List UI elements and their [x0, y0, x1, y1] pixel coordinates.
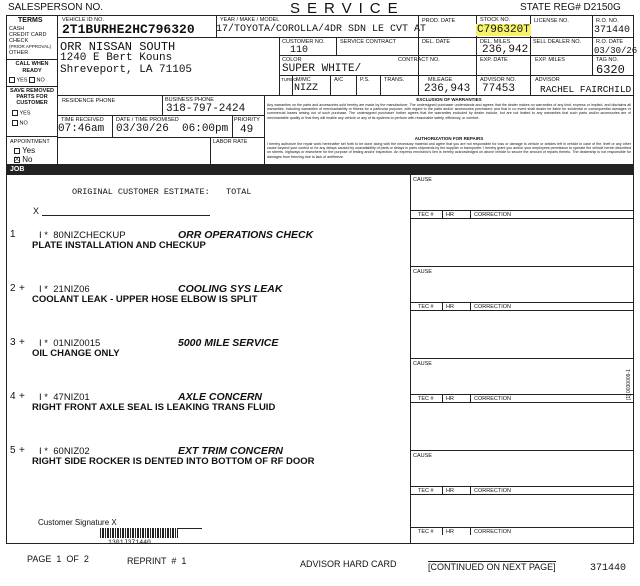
ro-date-value: 03/30/26 [594, 46, 638, 56]
job-line-title: 5000 MILE SERVICE [178, 337, 279, 349]
job-bar [6, 165, 634, 174]
call-when-ready-label: CALL WHEN READY [15, 61, 49, 74]
del-miles-value: 236,942 [482, 44, 529, 56]
terms-rule [6, 136, 58, 137]
appointment-yes-label: Yes [22, 146, 36, 155]
job-line-description: RIGHT FRONT AXLE SEAL IS LEAKING TRANS FLUID [32, 402, 276, 413]
tec-hr-rule [442, 210, 443, 218]
cause-block-rule [410, 266, 634, 267]
exp-miles-label: EXP. MILES [535, 57, 565, 63]
correction-label: CORRECTION [474, 212, 511, 218]
job-line-opcode: I * 80NIZCHECKUP [39, 230, 126, 241]
continued-label: [CONTINUED ON NEXT PAGE] [428, 562, 556, 572]
job-line-title: AXLE CONCERN [178, 391, 263, 403]
dealer-name: ORR NISSAN SOUTH [60, 40, 176, 54]
cause-block-rule [410, 358, 634, 359]
tec-hr-rule [442, 302, 443, 310]
priority-value: 49 [240, 124, 254, 136]
save-no-label: NO [19, 120, 28, 127]
correction-row-rule [410, 394, 634, 395]
estimate-label: ORIGINAL CUSTOMER ESTIMATE: [72, 187, 210, 197]
mileage-label: MILEAGE [428, 77, 453, 83]
correction-row-rule [410, 210, 634, 211]
ymm-label: YEAR / MAKE / MODEL [220, 17, 280, 23]
row-rule [58, 115, 264, 116]
mileage-value: 236,943 [424, 83, 471, 95]
call-options [9, 77, 45, 83]
license-label: LICENSE NO. [534, 18, 569, 24]
tec-hr-rule [442, 394, 443, 402]
dealer-address2: Shreveport, LA 71105 [60, 64, 193, 76]
col-rule [530, 37, 531, 95]
job-line-plus: + [19, 391, 25, 402]
cause-label: CAUSE [413, 453, 432, 459]
customer-no-label: CUSTOMER NO. [282, 39, 325, 45]
save-yes-label: YES [19, 110, 31, 117]
save-yes-checkbox[interactable] [12, 110, 18, 116]
del-miles-label: DEL. MILES [480, 39, 511, 45]
advisor-value: RACHEL FAIRCHILD [540, 84, 632, 95]
tec-label: TEC # [418, 396, 434, 402]
cause-label: CAUSE [413, 177, 432, 183]
bus-phone-value: 318-797-2424 [166, 103, 246, 115]
color-value: SUPER WHITE/ [282, 63, 362, 75]
job-line-description: COOLANT LEAK - UPPER HOSE ELBOW IS SPLIT [32, 294, 258, 305]
job-line-description: OIL CHANGE ONLY [32, 348, 120, 359]
correction-row-rule [410, 486, 634, 487]
page-indicator: PAGE 1 OF 2 [27, 554, 89, 564]
appointment-no [14, 155, 32, 164]
correction-row-rule [410, 494, 634, 495]
hr-correction-rule [470, 394, 471, 402]
reprint-indicator: REPRINT # 1 [127, 556, 187, 566]
hr-label: HR [446, 396, 454, 402]
col-rule [232, 115, 233, 137]
save-no-checkbox[interactable] [12, 120, 18, 126]
advisor-label: ADVISOR [535, 77, 560, 83]
correction-label: CORRECTION [474, 529, 511, 535]
cause-block-rule [410, 450, 634, 451]
correction-row-rule [410, 310, 634, 311]
appointment-yes [14, 146, 35, 155]
hr-correction-rule [470, 527, 471, 535]
save-parts-label: SAVE REMOVED PARTS FOR CUSTOMER [10, 88, 54, 106]
cause-column-rule [410, 174, 411, 544]
contract-no-label: CONTRACT NO. [398, 57, 440, 63]
signature-text: Customer Signature [38, 518, 110, 527]
row-rule [58, 95, 634, 96]
labor-rate-label: LABOR RATE [213, 139, 248, 145]
hr-correction-rule [470, 210, 471, 218]
mmc-label: M/MC [296, 77, 311, 83]
correction-row-rule [410, 218, 634, 219]
col-rule [210, 137, 211, 165]
advisor-no-label: ADVISOR NO. [480, 77, 517, 83]
hr-label: HR [446, 304, 454, 310]
vin-value: 2T1BURHE2HC796320 [62, 22, 195, 37]
customer-no-value: 110 [290, 45, 309, 56]
vin-label: VEHICLE ID NO. [62, 17, 104, 23]
job-line-number: 1 [10, 229, 16, 240]
ro-value: 371440 [594, 25, 631, 36]
correction-label: CORRECTION [474, 396, 511, 402]
job-line-title: ORR OPERATIONS CHECK [178, 229, 314, 241]
sell-dealer-label: SELL DEALER NO. [533, 39, 582, 45]
correction-row-rule [410, 527, 634, 528]
signature-x: X [111, 518, 117, 527]
col-rule [418, 37, 419, 95]
tag-label: TAG NO. [596, 57, 619, 63]
job-line-number: 4 [10, 391, 16, 402]
footer-ro: 371440 [590, 563, 627, 574]
appointment-yes-checkbox[interactable] [14, 148, 20, 154]
col-rule [356, 75, 357, 95]
call-no-checkbox[interactable] [29, 77, 35, 83]
correction-row-rule [410, 402, 634, 403]
date-promised-value: 03/30/26 06:00pm [116, 123, 229, 135]
time-received-label: TIME RECEIVED [61, 117, 104, 123]
copy-label: ADVISOR HARD CARD [300, 559, 397, 569]
ps-label: P.S. [360, 77, 370, 83]
col-rule [592, 37, 593, 75]
dealer-address1: 1240 E Bert Kouns [60, 52, 173, 64]
terms-option: CREDIT CARD [9, 32, 47, 38]
priority-label: PRIORITY [234, 117, 260, 123]
job-label: JOB [10, 166, 25, 173]
terms-option: CHECK [9, 38, 29, 44]
call-yes-label: YES [16, 77, 28, 84]
col-rule [380, 75, 381, 95]
ymm-value: 17/TOYOTA/COROLLA/4DR SDN LE CVT AT [216, 24, 427, 35]
job-line-description: RIGHT SIDE ROCKER IS DENTED INTO BOTTOM OF RF DOOR [32, 456, 315, 467]
row-rule [279, 55, 634, 56]
exclusion-title: EXCLUSION OF WARRANTIES [416, 97, 482, 102]
col-rule [476, 37, 477, 95]
hr-correction-rule [470, 486, 471, 494]
tec-label: TEC # [418, 304, 434, 310]
row-rule [279, 75, 634, 76]
barcode [100, 528, 178, 538]
ro-label: R.O. NO. [596, 18, 619, 24]
legal-block [267, 97, 631, 159]
appointment-label: APPOINTMENT [10, 139, 50, 145]
terms-option: (PRIOR APPROVAL) [9, 44, 52, 49]
terms-rule [6, 86, 58, 87]
job-line-plus: + [19, 445, 25, 456]
tec-label: TEC # [418, 488, 434, 494]
mmc-value: NIZZ [294, 83, 319, 94]
correction-label: CORRECTION [474, 488, 511, 494]
salesperson-label: SALESPERSON NO. [8, 2, 104, 13]
col-rule [279, 37, 280, 95]
hr-correction-rule [470, 302, 471, 310]
cause-label: CAUSE [413, 269, 432, 275]
call-no-label: NO [36, 77, 45, 84]
job-line-opcode: I * 21NIZ06 [39, 284, 90, 295]
col-rule [336, 37, 337, 55]
col-rule [264, 95, 265, 165]
col-rule [330, 75, 331, 95]
ac-label: A/C [334, 77, 344, 83]
appointment-no-label: No [22, 155, 33, 164]
turbo-label: TURBO [281, 77, 297, 82]
hr-label: HR [446, 212, 454, 218]
job-line-number: 5 [10, 445, 16, 456]
barcode-text: 1301J371440 [108, 539, 151, 546]
exclusion-text: Any warranties on the parts and accessories sold hereby are made by the manufacturer. The undersigned purchaser understands and agrees that the dealer makes no warranties of any kind, express or implied, and disclaims all warranties, including warranties of merchantability or fitness for a particular purpose, with regard to the parts and/or accessories purchased; and that in no event shall dealer be liable for incidental or consequential damages or commercial losses arising out of such purchase. The undersigned purchaser further agrees that the warranties excluded by dealer include, but are not limited to any warranties that such parts and/or accessories are of merchantable quality or that they will enable any vehicle or any of its systems to perform with reasonable safety, efficiency, or comfort. [267, 103, 631, 120]
estimate-total-label: TOTAL [226, 187, 252, 197]
tec-hr-rule [442, 486, 443, 494]
stock-label: STOCK NO. [480, 17, 511, 23]
terms-option: CASH [9, 26, 25, 32]
ro-date-label: R.O. DATE [596, 39, 624, 45]
terms-title: TERMS [18, 17, 43, 24]
date-promised-label: DATE / TIME PROMISED [116, 117, 179, 123]
tec-hr-rule [442, 527, 443, 535]
row-rule [58, 137, 264, 138]
res-phone-label: RESIDENCE PHONE [62, 98, 116, 104]
stock-value: C796320T [477, 24, 530, 36]
trans-label: TRANS. [384, 77, 405, 83]
job-line-number: 3 [10, 337, 16, 348]
state-reg: STATE REG# D2150G [520, 2, 621, 13]
job-line-plus: + [19, 283, 25, 294]
prod-date-label: PROD. DATE [422, 18, 456, 24]
authorization-text: I hereby authorize the repair work hereinafter set forth to be done along with the necessary material and agree that you are not responsible for loss or damage to vehicle or articles left in vehicle in case of fire, theft or any other cause beyond your control or for any delays caused by unavailability of parts or delays in parts shipments by the supplier or transporter. I hereby grant you and/or your employees permission to operate the vehicle herein described on streets, highways or elsewhere for the purpose of testing and/or inspection. An express mechanic's lien is hereby acknowledged on above vehicle to secure the amount of repairs thereto. The dealership is not responsible for damages from freezing due to lack of antifreeze. [267, 142, 631, 159]
job-line-description: PLATE INSTALLATION AND CHECKUP [32, 240, 206, 251]
save-no [12, 120, 28, 126]
side-code: [1] 0030009-1 [626, 369, 632, 400]
job-line-title: EXT TRIM CONCERN [178, 445, 283, 457]
customer-signature-label [38, 518, 117, 527]
advisor-no-value: 77453 [482, 83, 516, 95]
job-line-plus: + [19, 337, 25, 348]
appointment-no-checkbox[interactable]: X [15, 156, 20, 163]
tag-value: 6320 [596, 63, 625, 77]
form-title: SERVICE [290, 0, 405, 17]
hr-label: HR [446, 529, 454, 535]
call-yes-checkbox[interactable] [9, 77, 15, 83]
col-rule [112, 115, 113, 137]
hr-label: HR [446, 488, 454, 494]
estimate-x: X [33, 206, 40, 216]
terms-option: OTHER [9, 50, 29, 56]
tec-label: TEC # [418, 212, 434, 218]
job-line-opcode: I * 01NIZ0015 [39, 338, 101, 349]
cause-label: CAUSE [413, 361, 432, 367]
job-line-number: 2 [10, 283, 16, 294]
terms-rule [6, 59, 58, 60]
time-received-value: 07:46am [58, 123, 105, 135]
authorization-title: AUTHORIZATION FOR REPAIRS [414, 136, 484, 141]
bus-phone-label: BUSINESS PHONE [165, 97, 214, 103]
color-label: COLOR [282, 57, 302, 63]
service-contract-label: SERVICE CONTRACT [340, 39, 397, 45]
save-yes [12, 110, 30, 116]
exp-date-label: EXP. DATE [480, 57, 508, 63]
correction-label: CORRECTION [474, 304, 511, 310]
job-line-opcode: I * 47NIZ01 [39, 392, 90, 403]
correction-row-rule [410, 302, 634, 303]
terms-options [9, 26, 51, 56]
tec-label: TEC # [418, 529, 434, 535]
job-line-title: COOLING SYS LEAK [178, 283, 283, 295]
job-line-opcode: I * 60NIZ02 [39, 446, 90, 457]
del-date-label: DEL. DATE [422, 39, 451, 45]
row-rule [58, 37, 634, 38]
col-rule [162, 95, 163, 115]
col-rule [592, 15, 593, 37]
estimate-signature-line [42, 215, 210, 216]
